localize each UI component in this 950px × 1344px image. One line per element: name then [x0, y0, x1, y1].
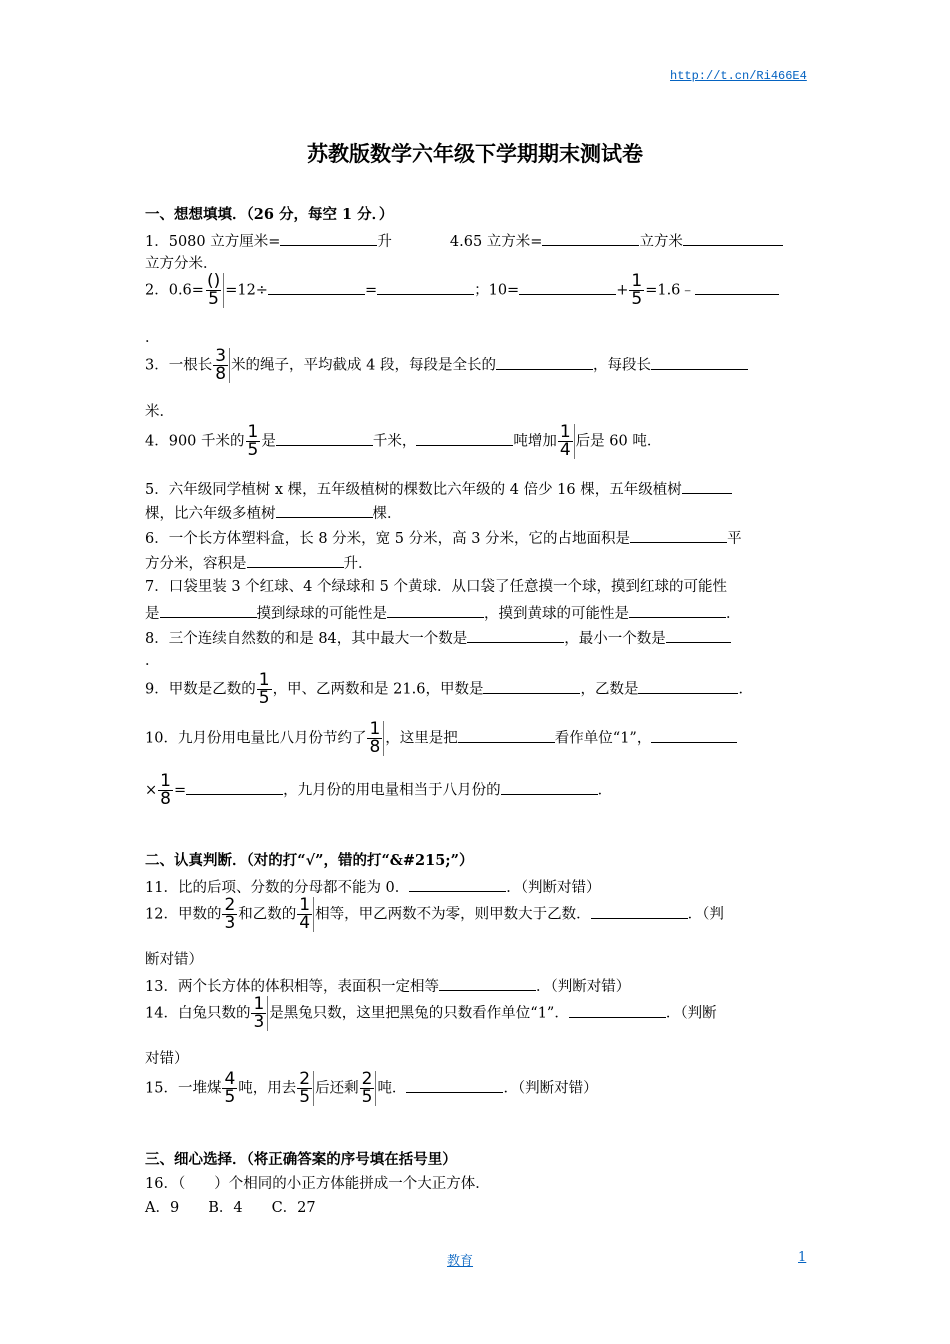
- q2-text-e: +: [616, 282, 629, 299]
- q15-text-c: 后还剩: [315, 1080, 359, 1097]
- q3-text-b: 米的绳子，平均截成 4 段，每段是全长的: [231, 357, 497, 374]
- fraction-numerator: 1: [299, 895, 311, 915]
- question-10-cont: [145, 773, 612, 808]
- q2-fraction-1: [205, 273, 224, 308]
- q2-text-c: =: [364, 282, 378, 299]
- q14-blank[interactable]: [569, 1003, 666, 1018]
- q1-text-d: 立方米: [639, 234, 683, 250]
- q10-text-e: =: [173, 782, 187, 799]
- q14-text-d: 对错）: [145, 1051, 189, 1067]
- fraction-denominator: 5: [299, 1087, 311, 1107]
- q12-text-c: 相等，甲乙两数不为零，则甲数大于乙数．: [315, 906, 591, 923]
- fraction-numerator: 4: [224, 1069, 236, 1089]
- q1-text-a: 1．5080 立方厘米=: [145, 234, 281, 250]
- q10-blank-2[interactable]: [651, 728, 737, 743]
- q9-blank-2[interactable]: [638, 679, 738, 694]
- fraction-denominator: 5: [361, 1087, 373, 1107]
- q5-blank-2[interactable]: [276, 503, 373, 518]
- q11-text-b: ．（判断对错）: [506, 880, 601, 896]
- q12-fraction-1: [222, 897, 237, 932]
- page-title: 苏教版数学六年级下学期期末测试卷: [307, 141, 643, 166]
- q11-text-a: 11．比的后项、分数的分母都不能为 0．: [145, 880, 410, 896]
- q6-text-c: 方分米，容积是: [145, 556, 247, 572]
- page-number: 1: [798, 1250, 807, 1265]
- fraction-numerator: 1: [369, 719, 381, 739]
- question-5-cont: [145, 503, 402, 523]
- q9-blank-1[interactable]: [483, 679, 580, 694]
- fraction-numerator: 2: [361, 1069, 373, 1089]
- q10-blank-3[interactable]: [186, 780, 283, 795]
- q10-text-f: ，九月份的用电量相当于八月份的: [283, 782, 501, 799]
- fraction-denominator: 5: [631, 289, 643, 309]
- q10-text-c: 看作单位“1”，: [554, 730, 652, 747]
- q14-text-a: 14．白兔只数的: [145, 1005, 251, 1022]
- q14-fraction: [251, 996, 268, 1031]
- q12-text-b: 和乙数的: [238, 906, 297, 923]
- q4-text-b: 是: [261, 433, 276, 450]
- fraction-numerator: 3: [215, 346, 227, 366]
- footer-link[interactable]: 教育: [447, 1254, 474, 1269]
- question-13: [145, 976, 630, 996]
- q4-text-d: 吨增加: [513, 433, 557, 450]
- fraction-denominator: 8: [215, 364, 227, 384]
- q4-blank-1[interactable]: [276, 431, 373, 446]
- q11-blank[interactable]: [409, 877, 506, 892]
- q15-text-a: 15．一堆煤: [145, 1080, 222, 1097]
- q6-blank-2[interactable]: [247, 553, 344, 568]
- q4-text-c: 千米，: [372, 433, 417, 450]
- q7-text-d: ，摸到黄球的可能性是: [484, 606, 629, 622]
- q14-text-b: 是黑兔只数，这里把黑兔的只数看作单位“1”．: [269, 1005, 569, 1022]
- q3-blank-1[interactable]: [496, 355, 593, 370]
- q9-text-c: ，乙数是: [580, 681, 639, 698]
- q7-blank-1[interactable]: [160, 603, 257, 618]
- q8-blank-1[interactable]: [467, 628, 564, 643]
- question-1: [145, 231, 783, 251]
- q2-blank-3[interactable]: [519, 280, 616, 295]
- q5-text-c: 棵．: [372, 506, 402, 522]
- q2-fraction-2: [629, 273, 644, 308]
- question-8: [145, 628, 731, 648]
- q6-text-d: 升．: [343, 556, 373, 572]
- q2-text-g: =1.6﹣: [645, 282, 695, 299]
- q15-text-d: 吨．: [377, 1080, 407, 1097]
- q12-blank[interactable]: [591, 904, 688, 919]
- q13-blank[interactable]: [439, 976, 536, 991]
- q15-text-b: 吨，用去: [238, 1080, 297, 1097]
- q7-text-b: 是: [145, 606, 160, 622]
- section-1-heading: 一、想想填填．（26 分，每空 1 分．）: [145, 206, 394, 223]
- fraction-denominator: 8: [369, 737, 381, 757]
- fraction-denominator: 5: [258, 688, 270, 708]
- q6-text-a: 6．一个长方体塑料盒，长 8 分米，宽 5 分米，高 3 分米，它的占地面积是: [145, 531, 631, 547]
- q10-text-d: ×: [145, 782, 158, 799]
- question-11: [145, 877, 601, 897]
- fraction-denominator: 5: [247, 440, 259, 460]
- q3-text-d: 米．: [145, 404, 174, 420]
- q1-blank-2[interactable]: [542, 231, 639, 246]
- question-12: [145, 897, 724, 932]
- fraction-denominator: 3: [224, 913, 236, 933]
- q5-text-a: 5．六年级同学植树 x 棵，五年级植树的棵数比六年级的 4 倍少 16 棵，五年级植树: [145, 482, 682, 498]
- question-9: [145, 672, 753, 707]
- q2-text-a: 2．0.6=: [145, 282, 204, 299]
- question-10: [145, 721, 737, 756]
- q2-blank-2[interactable]: [377, 280, 474, 295]
- fraction-numerator: 1: [253, 994, 265, 1014]
- q2-blank-4[interactable]: [695, 280, 779, 295]
- q3-text-c: ，每段长: [593, 357, 652, 374]
- q1-blank-3[interactable]: [683, 231, 783, 246]
- q13-text-b: ．（判断对错）: [535, 979, 631, 995]
- fraction-denominator: 4: [559, 440, 571, 460]
- q10-blank-4[interactable]: [501, 780, 598, 795]
- fraction-numerator: 2: [224, 895, 236, 915]
- q6-text-b: 平: [727, 531, 742, 547]
- q12-text-d: ．（判: [687, 906, 724, 923]
- fraction-numerator: 1: [247, 422, 259, 442]
- q2-text-b: =12÷: [225, 282, 268, 299]
- fraction-numerator: 2: [299, 1069, 311, 1089]
- question-16-options[interactable]: A．9 B．4 C．27: [145, 1200, 316, 1216]
- q9-fraction: [257, 672, 272, 707]
- fraction-denominator: 4: [299, 913, 311, 933]
- q3-text-a: 3．一根长: [145, 357, 213, 374]
- q4-blank-2[interactable]: [416, 431, 513, 446]
- fraction-denominator: 3: [253, 1012, 265, 1032]
- q1-text-c: 4.65 立方米=: [449, 234, 543, 250]
- fraction-numerator: 1: [160, 771, 171, 791]
- question-16: 16．（ ）个相同的小正方体能拼成一个大正方体．: [145, 1176, 490, 1192]
- q15-fraction-1: [222, 1071, 237, 1106]
- q1-text-e: 立方分米．: [145, 256, 218, 272]
- q8-blank-2[interactable]: [666, 628, 731, 643]
- question-2: [145, 273, 779, 308]
- q7-blank-3[interactable]: [629, 603, 726, 618]
- q9-text-d: ．: [738, 681, 753, 698]
- q7-text-c: 摸到绿球的可能性是: [256, 606, 387, 622]
- q5-blank-1[interactable]: [682, 479, 732, 494]
- q2-blank-1[interactable]: [268, 280, 365, 295]
- fraction-denominator: 5: [224, 1087, 236, 1107]
- question-14: [145, 996, 717, 1031]
- q4-text-e: 后是 60 吨．: [575, 433, 662, 450]
- q7-blank-2[interactable]: [387, 603, 484, 618]
- q3-blank-2[interactable]: [651, 355, 748, 370]
- fraction-denominator: 8: [160, 789, 171, 809]
- fraction-numerator: 1: [631, 271, 643, 291]
- q6-blank-1[interactable]: [630, 528, 727, 543]
- q9-text-b: ，甲、乙两数和是 21.6，甲数是: [272, 681, 484, 698]
- q15-blank[interactable]: [406, 1078, 503, 1093]
- q13-text-a: 13．两个长方体的体积相等，表面积一定相等: [145, 979, 439, 995]
- question-15: [145, 1071, 598, 1106]
- fraction-numerator: 1: [559, 422, 571, 442]
- q15-fraction-3: [360, 1071, 377, 1106]
- q7-text-e: ．: [726, 606, 741, 622]
- fraction-numerator: 1: [258, 670, 270, 690]
- q12-text-a: 12．甲数的: [145, 906, 222, 923]
- section-2-heading: 二、认真判断．（对的打“√”，错的打“&#215;”）: [145, 852, 474, 869]
- q15-fraction-2: [297, 1071, 314, 1106]
- fraction-denominator: 5: [208, 289, 219, 309]
- question-6: [145, 528, 742, 548]
- fraction-numerator: (): [206, 271, 221, 291]
- q4-fraction-1: [246, 424, 261, 459]
- section-3-heading: 三、细心选择．（将正确答案的序号填在括号里）: [145, 1151, 457, 1168]
- q10-fraction-2: [158, 773, 173, 808]
- q3-fraction: [213, 348, 230, 383]
- q10-fraction-1: [367, 721, 384, 756]
- q2-text-d: ；10=: [474, 282, 520, 299]
- q2-text-h: ．: [145, 330, 160, 346]
- q8-text-c: ．: [145, 653, 160, 669]
- q14-text-c: ．（判断: [665, 1005, 717, 1022]
- question-6-cont: [145, 553, 373, 573]
- question-5: [145, 479, 732, 499]
- q12-text-e: 断对错）: [145, 952, 203, 968]
- question-7-cont: [145, 603, 741, 623]
- question-4: [145, 424, 661, 459]
- q10-text-b: ，这里是把: [385, 730, 458, 747]
- q9-text-a: 9．甲数是乙数的: [145, 681, 256, 698]
- q15-text-e: ．（判断对错）: [503, 1080, 598, 1097]
- q1-text-b: 升: [377, 234, 392, 250]
- q8-text-b: ，最小一个数是: [564, 631, 666, 647]
- q7-text-a: 7．口袋里装 3 个红球、4 个绿球和 5 个黄球．从口袋了任意摸一个球，摸到红球的可能性: [145, 579, 727, 595]
- question-3: [145, 348, 748, 383]
- q10-blank-1[interactable]: [458, 728, 555, 743]
- source-url[interactable]: http://t.cn/Ri466E4: [670, 69, 807, 83]
- q8-text-a: 8．三个连续自然数的和是 84，其中最大一个数是: [145, 631, 468, 647]
- q4-fraction-2: [558, 424, 575, 459]
- q12-fraction-2: [297, 897, 314, 932]
- q4-text-a: 4．900 千米的: [145, 433, 245, 450]
- q1-blank-1[interactable]: [280, 231, 377, 246]
- q10-text-a: 10．九月份用电量比八月份节约了: [145, 730, 367, 747]
- q5-text-b: 棵，比六年级多植树: [145, 506, 276, 522]
- q10-text-g: ．: [597, 782, 613, 799]
